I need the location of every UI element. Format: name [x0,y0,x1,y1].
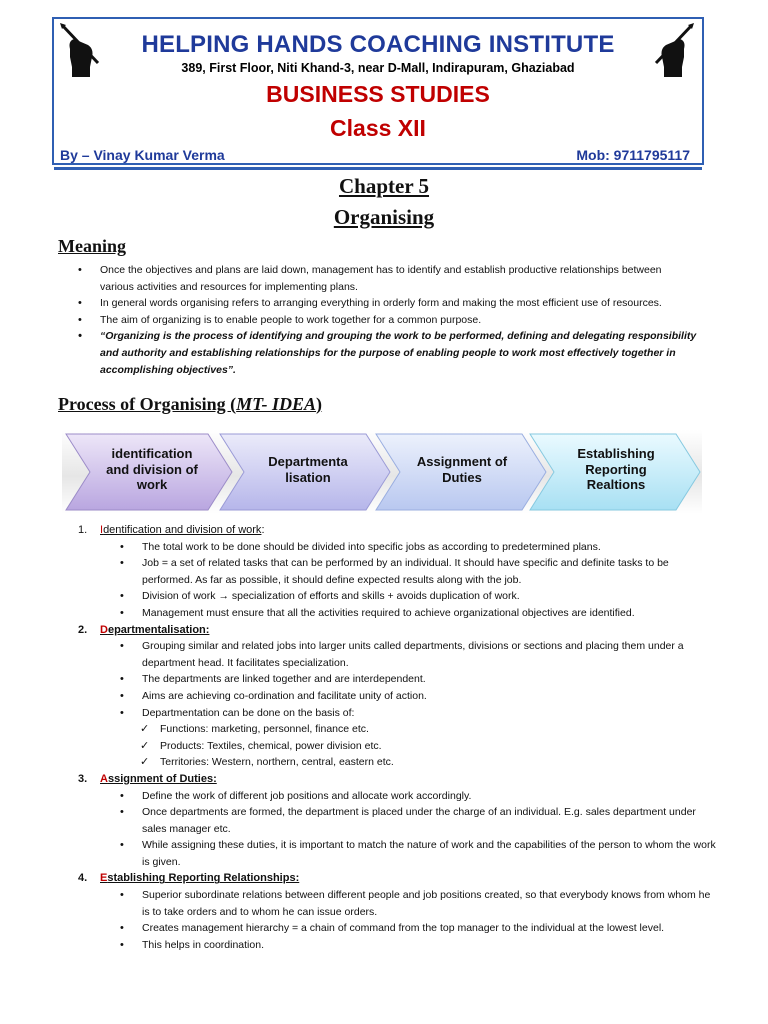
author-name: By – Vinay Kumar Verma [60,147,225,163]
detail-initial: A [100,772,108,785]
step-line: Assignment of [416,454,508,469]
step-line: Departmenta [268,454,348,469]
step-line: work [136,477,168,492]
list-item: • Job = a set of related tasks that can be performed by an individual. It should have specific and definite tasks to be performed. As far as possible, it should define expected results along with the job. [120,555,720,588]
header-box [52,17,704,165]
detail-number: 4. [78,872,88,885]
detail-title [100,773,217,785]
list-item: • The total work to be done should be divided into specific jobs as according to predetermined plans. [120,539,720,556]
list-item: • Division of work → specialization of efforts and skills + avoids duplication of work. [120,588,720,605]
list-item: • Grouping similar and related jobs into larger units called departments, divisions or sections and placing them under a department head. It facilitates specialization. [120,638,720,671]
list-item: • “Organizing is the process of identifying and grouping the work to be performed, defining and delegating responsibility and authority and establishing relationships for the purpose of enabling people to work most effectively together in accomplishing objectives”. [78,328,698,378]
mobile-number: Mob: 9711795117 [576,147,690,163]
detail-bullets [120,638,720,721]
list-item: • Creates management hierarchy = a chain of command from the top manager to the individual at the lowest level. [120,920,720,937]
detail-initial: D [100,623,108,636]
process-heading-prefix: Process of Organising ( [58,394,237,414]
subject-title: BUSINESS STUDIES [266,81,490,107]
step-line: Duties [442,469,482,485]
detail-title-rest: stablishing Reporting Relationships: [107,872,300,885]
process-step-label [248,454,368,485]
departmentation-bases [140,721,700,771]
step-line: Reporting [585,461,647,477]
check-item: ✓ Products: Textiles, chemical, power division etc. [140,738,700,755]
detail-bullets [120,539,720,622]
process-heading-suffix: ) [316,394,323,414]
meaning-list [78,262,698,378]
detail-number: 3. [78,772,88,785]
detail-colon: : [261,524,265,536]
meaning-heading: Meaning [58,236,127,256]
process-step-label [92,446,212,493]
list-item: • Superior subordinate relations between different people and job positions created, so that everybody knows from whom he is to take orders and to whom he can issue orders. [120,887,720,920]
detail-heading [78,622,708,639]
process-details [78,522,716,953]
institute-address: 389, First Floor, Niti Khand-3, near D-Mall, Indirapuram, Ghaziabad [181,61,575,75]
detail-title [100,872,299,884]
check-item: ✓ Territories: Western, northern, central, eastern etc. [140,754,700,771]
detail-title [100,624,209,636]
detail-number: 1. [78,524,88,536]
list-item: • Aims are achieving co-ordination and facilitate unity of action. [120,688,720,705]
check-item: ✓ Functions: marketing, personnel, finance etc. [140,721,700,738]
list-item: • In general words organising refers to arranging everything in orderly form and making the most efficient use of resources. [78,295,698,312]
detail-bullets [120,887,720,953]
process-heading-mnemonic: MT- IDEA [236,394,317,414]
detail-heading [78,522,708,539]
class-title: Class XII [330,115,426,141]
list-item: • Departmentation can be done on the basis of: [120,705,720,722]
detail-bullets [120,788,720,871]
step-line: and division of [106,461,198,477]
detail-title-rest: epartmentalisation: [107,623,210,636]
step-line: lisation [285,469,331,485]
detail-heading [78,870,708,887]
list-item: • Once departments are formed, the department is placed under the charge of an individual. E.g. sales department under sales manager etc. [120,804,720,837]
institute-name: HELPING HANDS COACHING INSTITUTE [141,31,615,58]
list-item: • The departments are linked together and are interdependent. [120,671,720,688]
process-step-label [556,446,676,493]
chapter-title: Organising [333,205,435,229]
list-item: • This helps in coordination. [120,937,720,954]
list-item: • Management must ensure that all the activities required to achieve organizational objectives are identified. [120,605,720,622]
list-item: • Define the work of different job positions and allocate work accordingly. [120,788,720,805]
chapter-number: Chapter 5 [338,174,430,198]
step-line: identification [111,446,193,461]
detail-title-rest: ssignment of Duties: [107,772,217,785]
process-heading [58,394,322,415]
detail-title-rest: dentification and division of work [103,524,262,536]
list-item: • The aim of organizing is to enable people to work together for a common purpose. [78,312,698,329]
header-bottom-rule [54,167,702,170]
list-item: • While assigning these duties, it is important to match the nature of work and the capabilities of the person to whom the work is given. [120,837,720,870]
detail-number: 2. [78,623,88,636]
detail-title [100,524,261,536]
detail-initial: E [100,872,108,885]
detail-initial: I [100,524,104,536]
step-line: Establishing [577,446,655,461]
step-line: Realtions [586,477,646,492]
list-item: • Once the objectives and plans are laid down, management has to identify and establish productive relationships between various activities and resources for implementing plans. [78,262,698,295]
detail-heading [78,771,708,788]
process-step-label [402,454,522,485]
